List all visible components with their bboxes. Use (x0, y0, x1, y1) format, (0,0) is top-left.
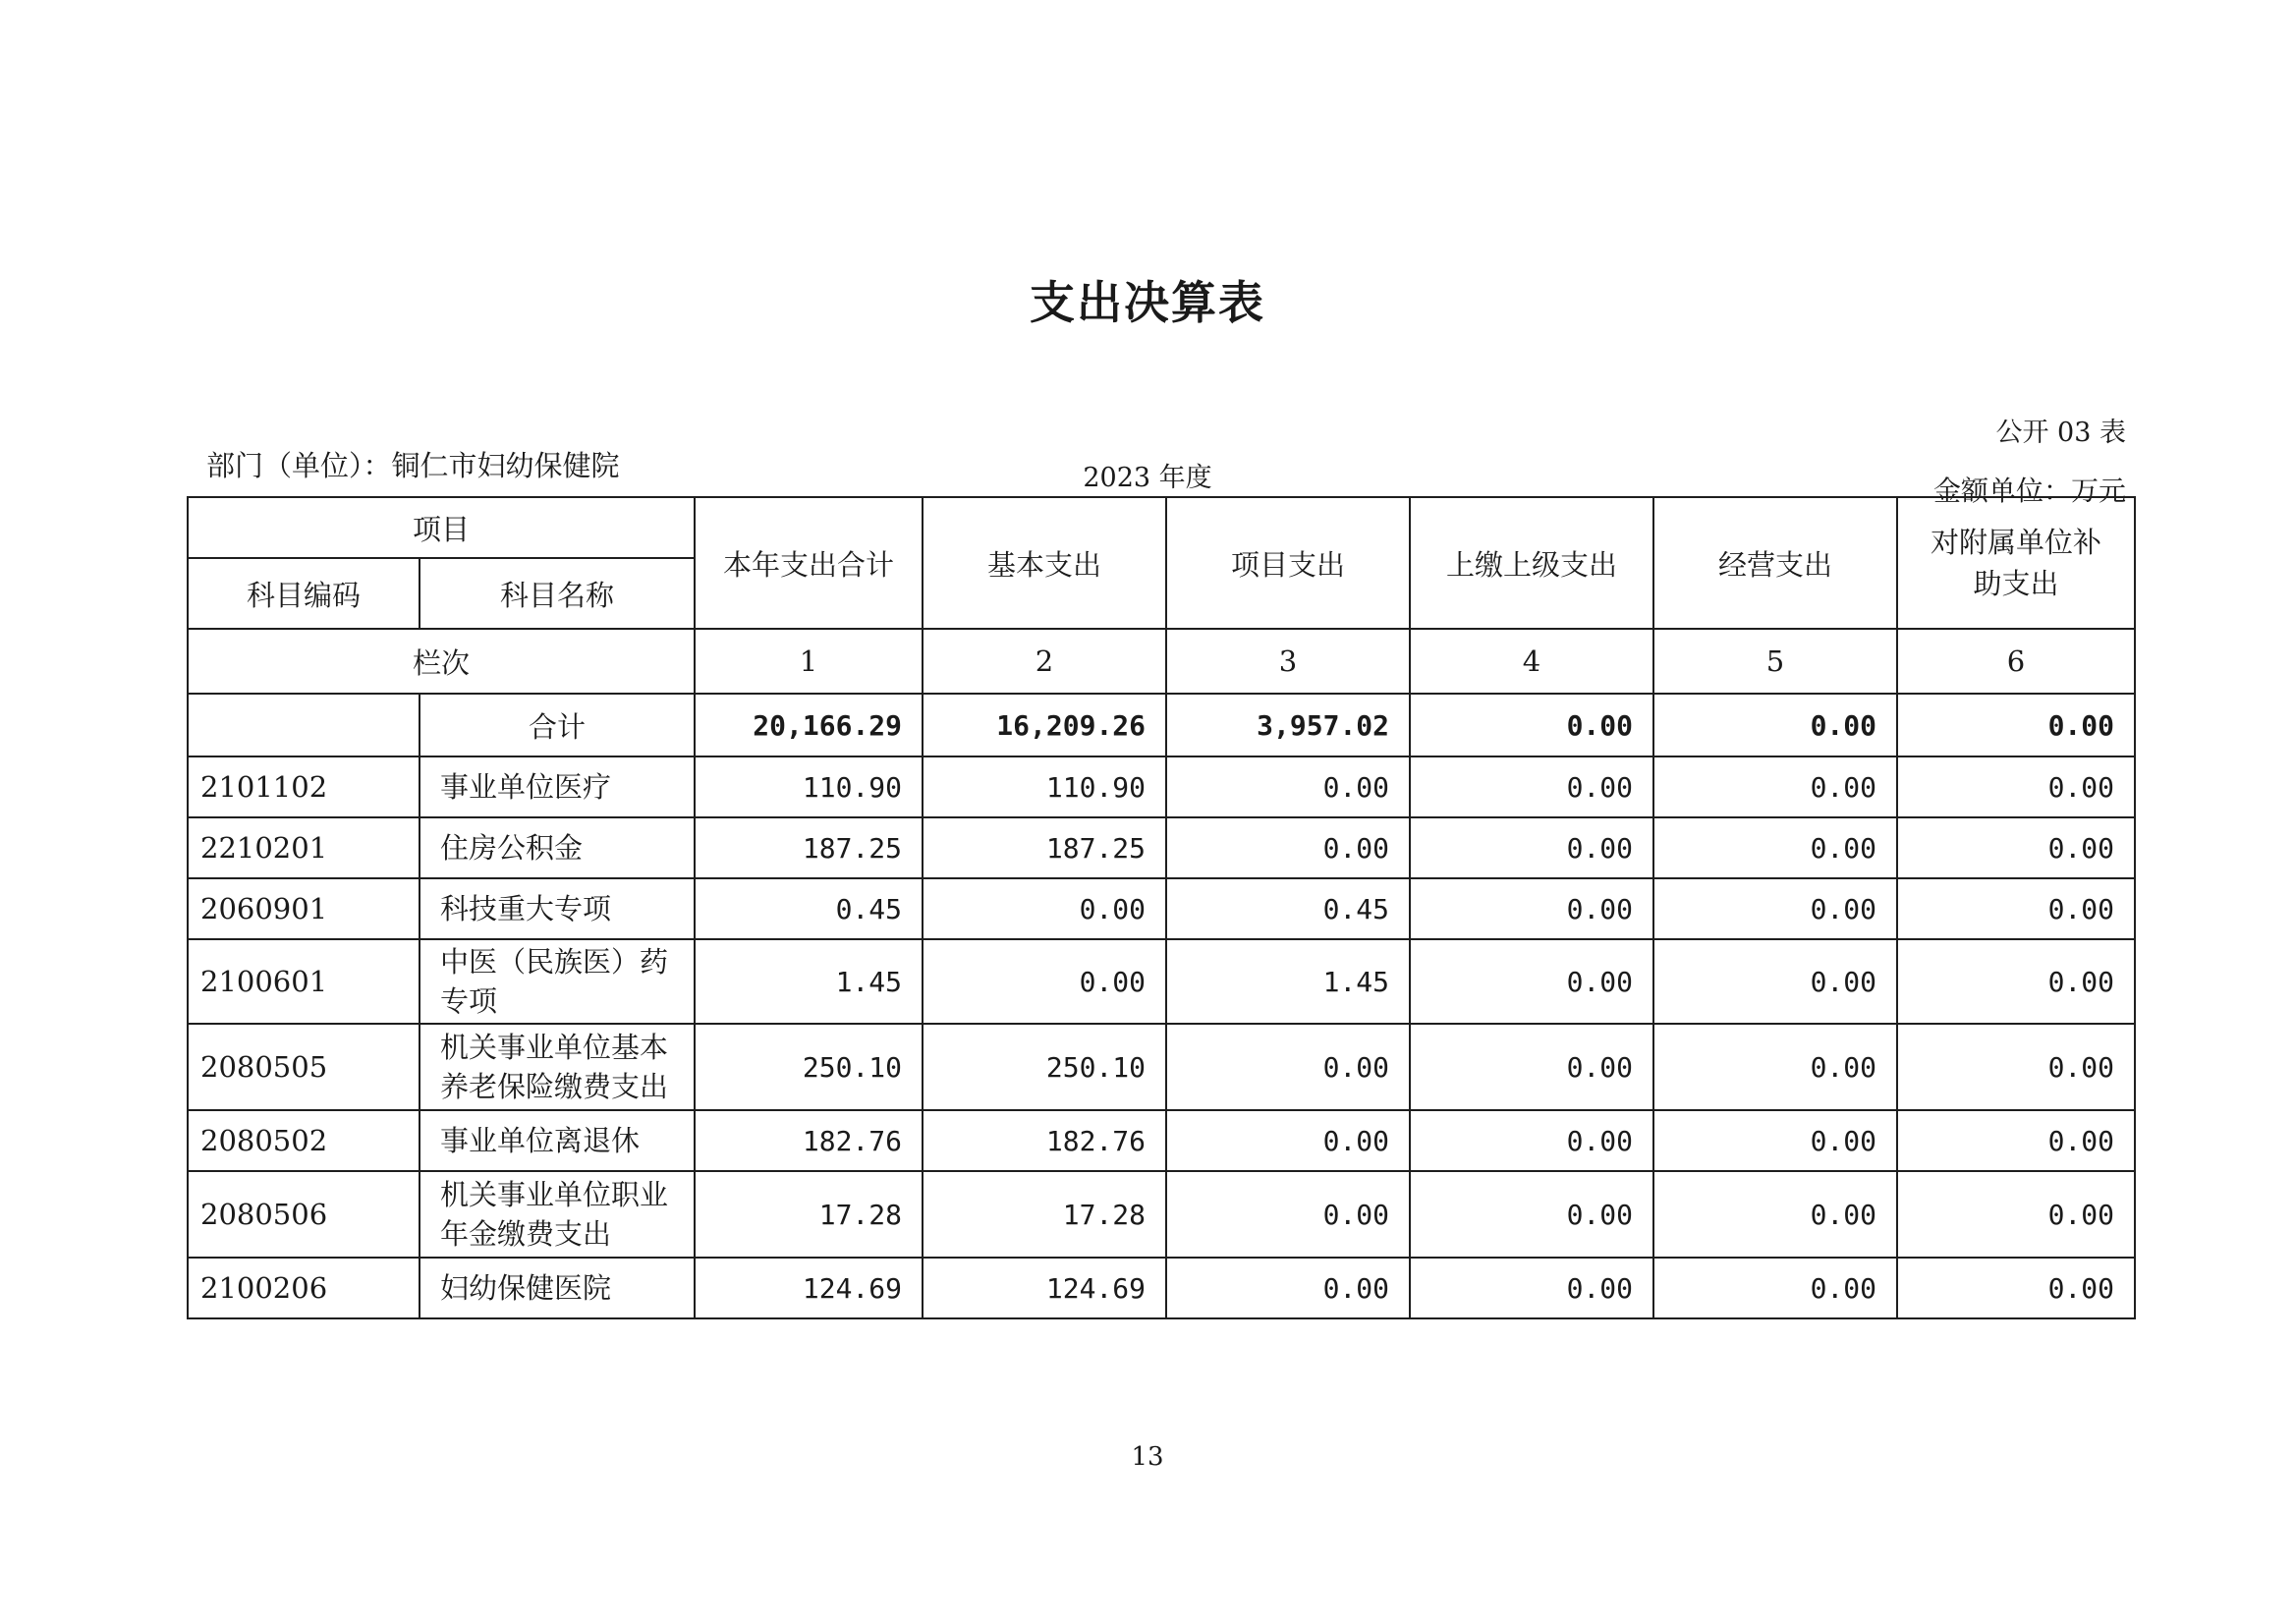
table-row (188, 939, 2135, 1024)
total-value: 0.00 (1410, 694, 1653, 756)
cell-value: 1.45 (695, 939, 923, 1024)
column-number-row (188, 629, 2135, 694)
cell-value: 0.00 (1897, 1258, 2135, 1318)
cell-value: 124.69 (695, 1258, 923, 1318)
cell-value: 0.00 (1653, 1258, 1897, 1318)
subject-code: 2060901 (188, 878, 420, 939)
subject-code: 2101102 (188, 756, 420, 817)
cell-value: 0.00 (1410, 1258, 1653, 1318)
amount-unit: 金额单位：万元 (1932, 475, 2126, 507)
cell-value: 250.10 (923, 1024, 1166, 1110)
cell-value: 0.45 (1166, 878, 1410, 939)
cell-value: 17.28 (695, 1171, 923, 1258)
cell-value: 0.00 (1653, 817, 1897, 878)
header-total: 本年支出合计 (695, 497, 923, 629)
cell-value: 0.00 (1897, 878, 2135, 939)
subject-name: 机关事业单位基本养老保险缴费支出 (420, 1024, 695, 1110)
cell-value: 0.00 (1897, 1024, 2135, 1110)
subject-name: 事业单位离退休 (420, 1110, 695, 1171)
col-num-2: 2 (923, 629, 1166, 694)
total-value: 0.00 (1653, 694, 1897, 756)
fiscal-year: 2023 年度 (1083, 463, 1212, 493)
col-num-3: 3 (1166, 629, 1410, 694)
total-value: 16,209.26 (923, 694, 1166, 756)
cell-value: 0.00 (923, 939, 1166, 1024)
header-name: 科目名称 (420, 558, 695, 629)
cell-value: 0.00 (1897, 817, 2135, 878)
cell-value: 0.00 (1897, 1171, 2135, 1258)
cell-value: 124.69 (923, 1258, 1166, 1318)
subject-code: 2080502 (188, 1110, 420, 1171)
cell-value: 0.00 (1166, 817, 1410, 878)
cell-value: 17.28 (923, 1171, 1166, 1258)
expenditure-table (187, 496, 2136, 1319)
cell-value: 0.00 (1410, 1171, 1653, 1258)
table-row (188, 817, 2135, 878)
row-label: 栏次 (188, 629, 695, 694)
header-upper: 上缴上级支出 (1410, 497, 1653, 629)
cell-value: 0.00 (1166, 1110, 1410, 1171)
cell-value: 0.00 (1653, 939, 1897, 1024)
header-row-1 (188, 497, 2135, 558)
total-label: 合计 (420, 694, 695, 756)
header-item: 项目 (188, 497, 695, 558)
cell-value: 0.00 (1410, 817, 1653, 878)
cell-value: 187.25 (695, 817, 923, 878)
col-num-5: 5 (1653, 629, 1897, 694)
cell-value: 0.00 (1653, 1171, 1897, 1258)
subject-code: 2080505 (188, 1024, 420, 1110)
header-project: 项目支出 (1166, 497, 1410, 629)
subject-code: 2080506 (188, 1171, 420, 1258)
col-num-1: 1 (695, 629, 923, 694)
header-basic: 基本支出 (923, 497, 1166, 629)
subject-name: 机关事业单位职业年金缴费支出 (420, 1171, 695, 1258)
page-number: 13 (1131, 1442, 1164, 1472)
report-title: 支出决算表 (1030, 276, 1265, 329)
cell-value: 0.00 (1653, 1110, 1897, 1171)
subject-code: 2100601 (188, 939, 420, 1024)
cell-value: 1.45 (1166, 939, 1410, 1024)
cell-value: 0.00 (1410, 756, 1653, 817)
cell-value: 0.00 (1166, 1171, 1410, 1258)
cell-value: 182.76 (923, 1110, 1166, 1171)
subject-code: 2210201 (188, 817, 420, 878)
total-row (188, 694, 2135, 756)
total-value: 20,166.29 (695, 694, 923, 756)
cell-value: 0.00 (1653, 1024, 1897, 1110)
cell-value: 0.00 (1166, 1258, 1410, 1318)
department-label: 部门（单位）：铜仁市妇幼保健院 (206, 449, 620, 482)
cell-value: 0.00 (1166, 756, 1410, 817)
cell-value: 0.00 (1166, 1024, 1410, 1110)
header-subsidy: 对附属单位补助支出 (1897, 497, 2135, 629)
total-value: 0.00 (1897, 694, 2135, 756)
col-num-6: 6 (1897, 629, 2135, 694)
cell-value: 0.00 (1410, 878, 1653, 939)
cell-value: 0.00 (1410, 1024, 1653, 1110)
cell-value: 0.00 (1653, 878, 1897, 939)
table-row (188, 756, 2135, 817)
table-row (188, 1110, 2135, 1171)
cell-value: 0.00 (923, 878, 1166, 939)
cell-value: 0.00 (1897, 756, 2135, 817)
cell-value: 182.76 (695, 1110, 923, 1171)
cell-value: 0.00 (1897, 939, 2135, 1024)
table-row (188, 878, 2135, 939)
cell-value: 187.25 (923, 817, 1166, 878)
subject-name: 中医（民族医）药专项 (420, 939, 695, 1024)
cell-value: 110.90 (695, 756, 923, 817)
subject-name: 科技重大专项 (420, 878, 695, 939)
total-value: 3,957.02 (1166, 694, 1410, 756)
cell-value: 0.00 (1653, 756, 1897, 817)
cell-value: 0.00 (1897, 1110, 2135, 1171)
cell-value: 0.45 (695, 878, 923, 939)
col-num-4: 4 (1410, 629, 1653, 694)
form-number: 公开 03 表 (1995, 418, 2126, 448)
total-code (188, 694, 420, 756)
table-row (188, 1171, 2135, 1258)
header-business: 经营支出 (1653, 497, 1897, 629)
subject-name: 住房公积金 (420, 817, 695, 878)
subject-name: 事业单位医疗 (420, 756, 695, 817)
cell-value: 0.00 (1410, 1110, 1653, 1171)
cell-value: 110.90 (923, 756, 1166, 817)
table-row (188, 1024, 2135, 1110)
cell-value: 0.00 (1410, 939, 1653, 1024)
cell-value: 250.10 (695, 1024, 923, 1110)
header-code: 科目编码 (188, 558, 420, 629)
table-row (188, 1258, 2135, 1318)
subject-code: 2100206 (188, 1258, 420, 1318)
subject-name: 妇幼保健医院 (420, 1258, 695, 1318)
